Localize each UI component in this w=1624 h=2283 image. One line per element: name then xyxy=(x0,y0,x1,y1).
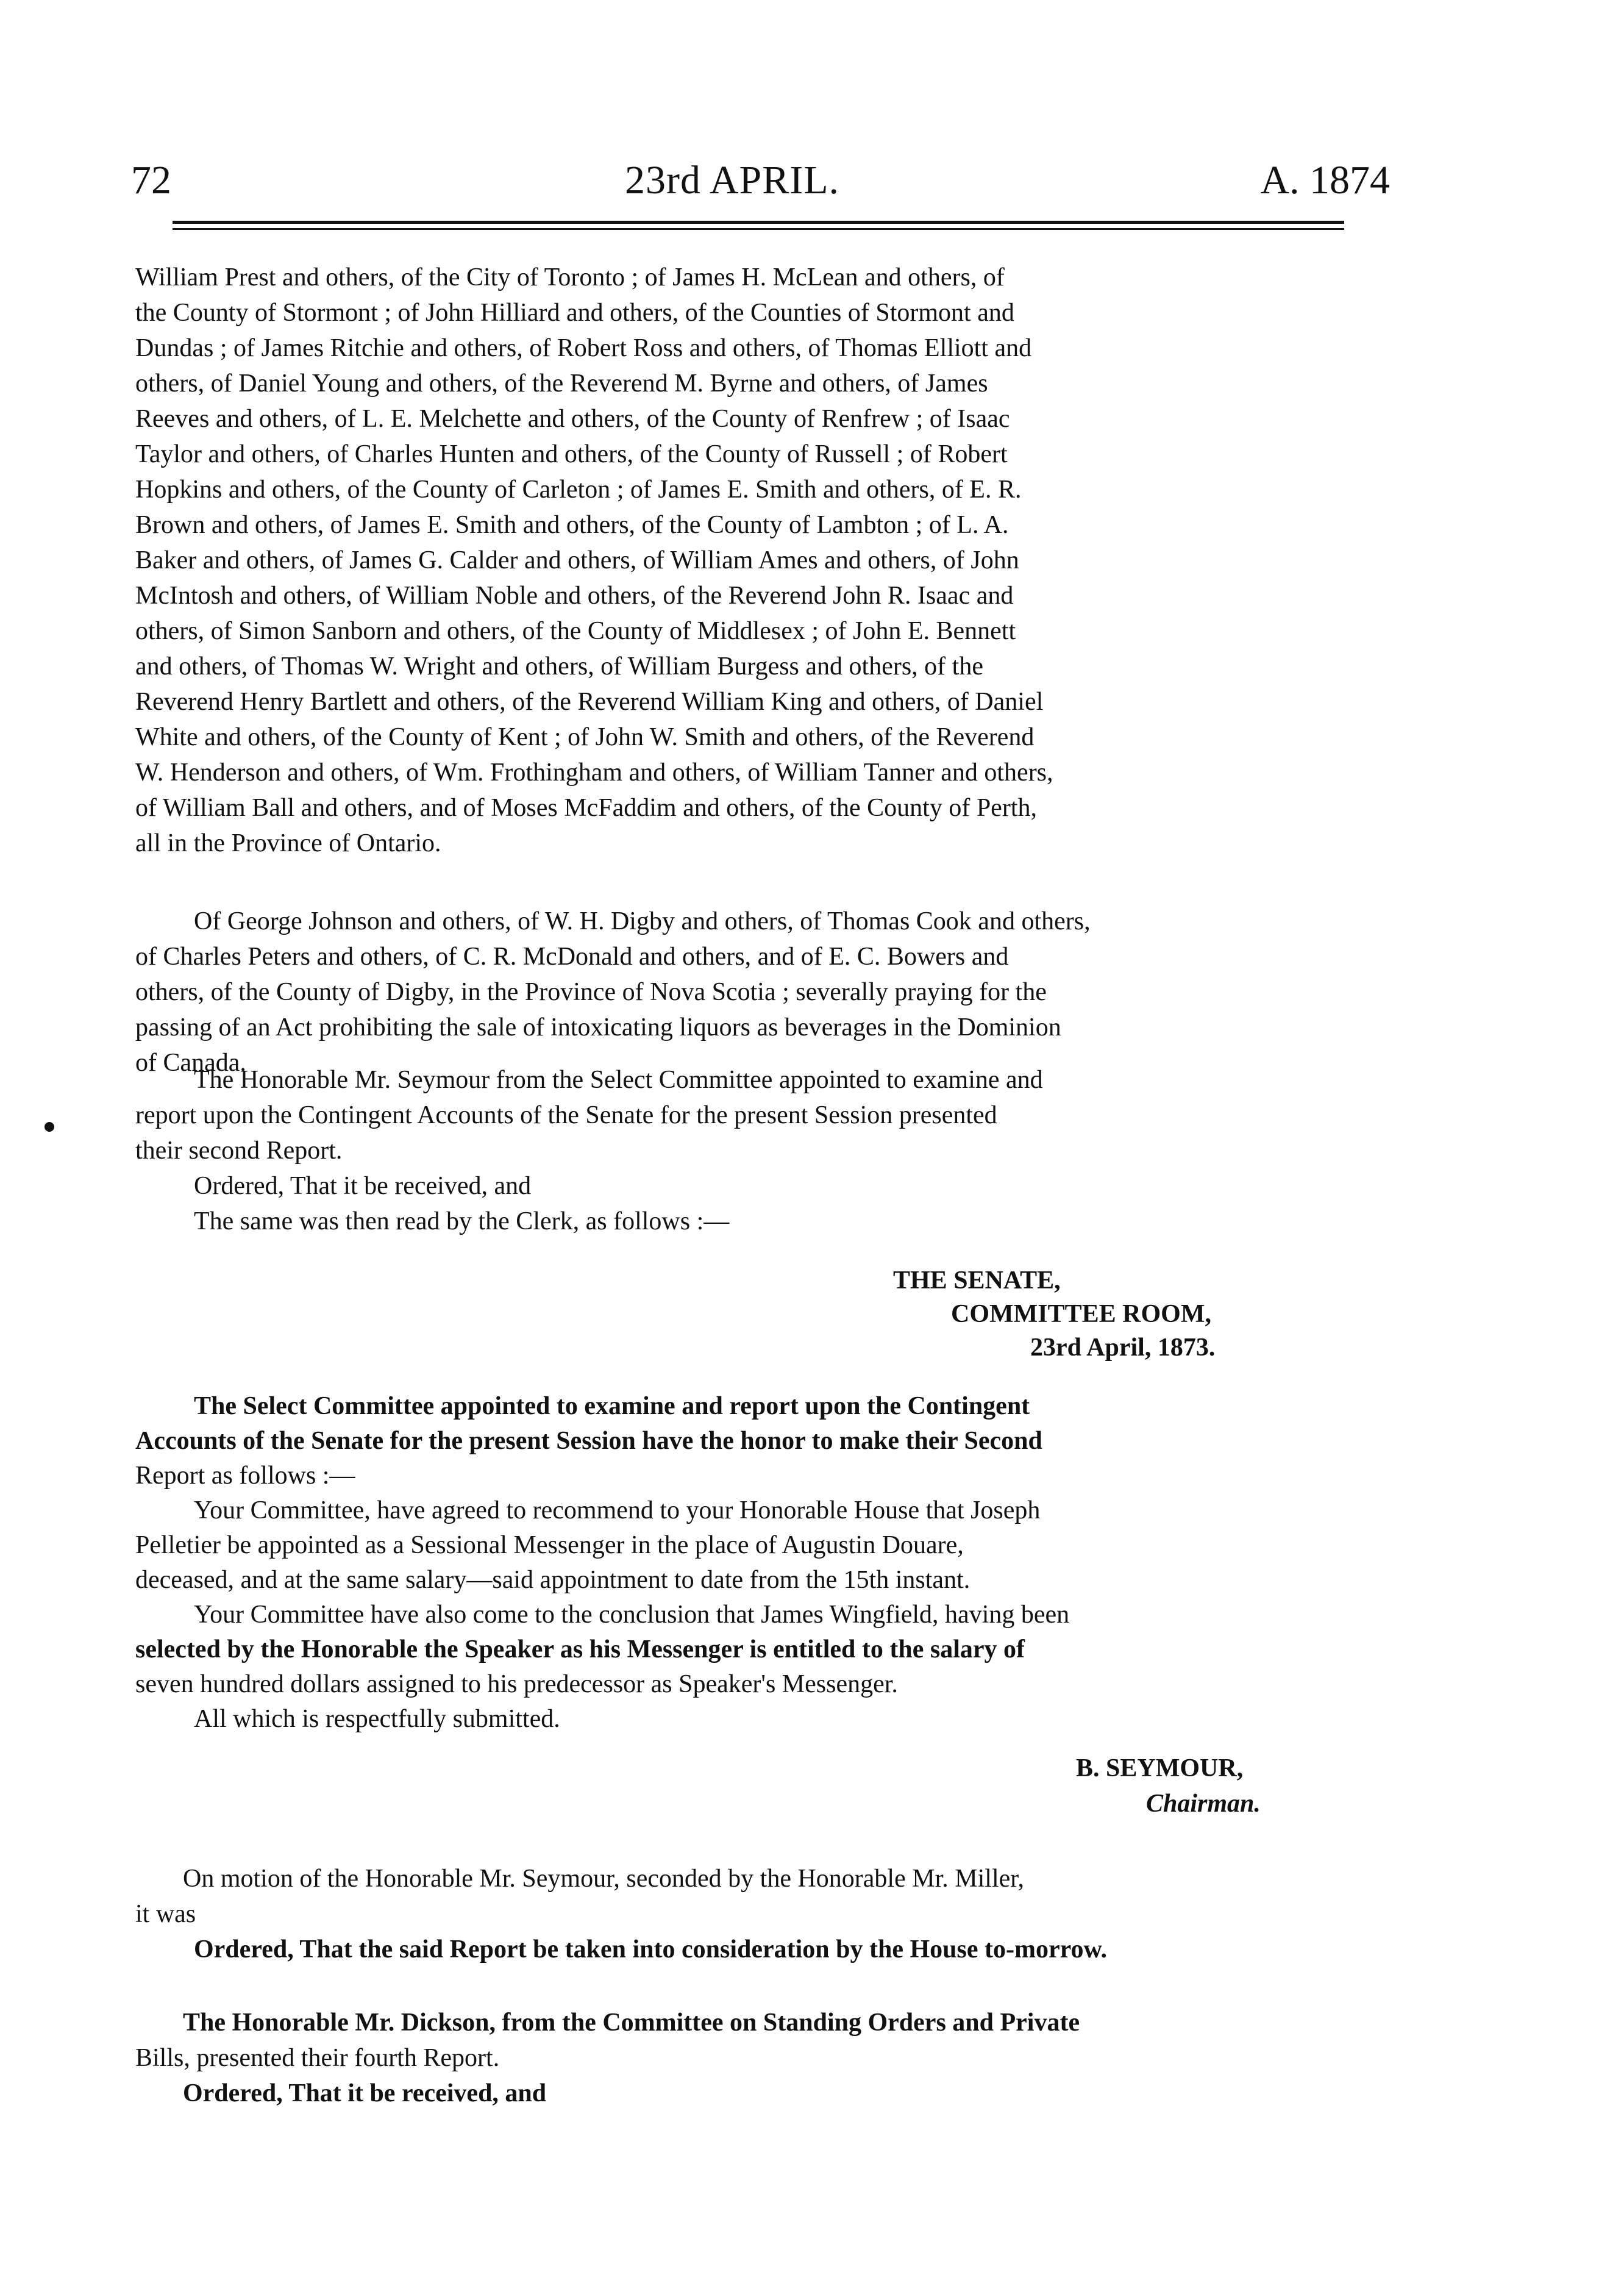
text-line: Ordered, That it be received, and xyxy=(194,1172,532,1200)
page-date: 23rd APRIL. xyxy=(625,158,840,202)
signature-title: Chairman. xyxy=(1146,1790,1261,1818)
text-line: all in the Province of Ontario. xyxy=(135,829,441,857)
text-line: the County of Stormont ; of John Hilliard and others, of the Counties of Stormont and xyxy=(135,299,1014,327)
margin-mark xyxy=(45,1122,54,1132)
text-line: Pelletier be appointed as a Sessional Messenger in the place of Augustin Douare, xyxy=(135,1531,964,1559)
text-line: W. Henderson and others, of Wm. Frothingham and others, of William Tanner and others, xyxy=(135,759,1053,787)
text-line: Reeves and others, of L. E. Melchette and others, of the County of Renfrew ; of Isaac xyxy=(135,405,1010,433)
text-line: The same was then read by the Clerk, as follows :— xyxy=(194,1207,730,1235)
address-line: COMMITTEE ROOM, xyxy=(951,1300,1211,1328)
text-line: Taylor and others, of Charles Hunten and others, of the County of Russell ; of Robert xyxy=(135,440,1008,468)
text-line: their second Report. xyxy=(135,1137,343,1165)
header-rule xyxy=(173,228,1344,230)
text-line: All which is respectfully submitted. xyxy=(194,1705,560,1733)
text-line: of William Ball and others, and of Moses McFaddim and others, of the County of Perth, xyxy=(135,794,1037,822)
text-line: White and others, of the County of Kent ; of John W. Smith and others, of the Reverend xyxy=(135,723,1035,751)
text-line: Baker and others, of James G. Calder and others, of William Ames and others, of John xyxy=(135,546,1019,574)
text-line: McIntosh and others, of William Noble and others, of the Reverend John R. Isaac and xyxy=(135,582,1014,610)
text-line: it was xyxy=(135,1900,196,1928)
text-line: Ordered, That the said Report be taken into consideration by the House to-morrow. xyxy=(194,1935,1107,1963)
text-line: others, of Simon Sanborn and others, of the County of Middlesex ; of John E. Bennett xyxy=(135,617,1016,645)
header-rule xyxy=(173,221,1344,224)
text-line: passing of an Act prohibiting the sale of intoxicating liquors as beverages in the Dominion xyxy=(135,1013,1061,1041)
text-line: Dundas ; of James Ritchie and others, of Robert Ross and others, of Thomas Elliott and xyxy=(135,334,1032,362)
text-line: The Honorable Mr. Dickson, from the Committee on Standing Orders and Private xyxy=(183,2009,1080,2037)
text-line: of Canada. xyxy=(135,1049,246,1077)
text-line: On motion of the Honorable Mr. Seymour, seconded by the Honorable Mr. Miller, xyxy=(183,1865,1025,1893)
address-line: 23rd April, 1873. xyxy=(1030,1334,1216,1362)
text-line: Reverend Henry Bartlett and others, of the Reverend William King and others, of Daniel xyxy=(135,688,1044,716)
text-line: and others, of Thomas W. Wright and others, of William Burgess and others, of the xyxy=(135,652,983,681)
page-number: 72 xyxy=(131,158,171,202)
text-line: others, of Daniel Young and others, of the Reverend M. Byrne and others, of James xyxy=(135,370,988,398)
text-line: The Honorable Mr. Seymour from the Select Committee appointed to examine and xyxy=(194,1066,1043,1094)
text-line: Of George Johnson and others, of W. H. Digby and others, of Thomas Cook and others, xyxy=(194,907,1091,935)
text-line: Brown and others, of James E. Smith and others, of the County of Lambton ; of L. A. xyxy=(135,511,1009,539)
text-line: William Prest and others, of the City of Toronto ; of James H. McLean and others, of xyxy=(135,263,1005,291)
text-line: seven hundred dollars assigned to his predecessor as Speaker's Messenger. xyxy=(135,1670,898,1698)
text-line: deceased, and at the same salary—said appointment to date from the 15th instant. xyxy=(135,1566,970,1594)
signature-name: B. SEYMOUR, xyxy=(1076,1754,1244,1782)
address-line: THE SENATE, xyxy=(893,1267,1061,1295)
text-line: The Select Committee appointed to examine and report upon the Contingent xyxy=(194,1392,1030,1420)
page-year: A. 1874 xyxy=(1260,158,1390,202)
text-line: Bills, presented their fourth Report. xyxy=(135,2044,500,2072)
text-line: Accounts of the Senate for the present Session have the honor to make their Second xyxy=(135,1427,1042,1455)
text-line: selected by the Honorable the Speaker as his Messenger is entitled to the salary of xyxy=(135,1635,1025,1663)
text-line: Report as follows :— xyxy=(135,1462,355,1490)
page-header xyxy=(131,150,1390,211)
text-line: Ordered, That it be received, and xyxy=(183,2079,547,2107)
text-line: Your Committee, have agreed to recommend to your Honorable House that Joseph xyxy=(194,1496,1041,1524)
text-line: report upon the Contingent Accounts of the Senate for the present Session presented xyxy=(135,1101,997,1129)
text-line: of Charles Peters and others, of C. R. McDonald and others, and of E. C. Bowers and xyxy=(135,943,1009,971)
text-line: others, of the County of Digby, in the Province of Nova Scotia ; severally praying for the xyxy=(135,978,1047,1006)
text-line: Hopkins and others, of the County of Carleton ; of James E. Smith and others, of E. R. xyxy=(135,476,1022,504)
text-line: Your Committee have also come to the conclusion that James Wingfield, having been xyxy=(194,1601,1070,1629)
